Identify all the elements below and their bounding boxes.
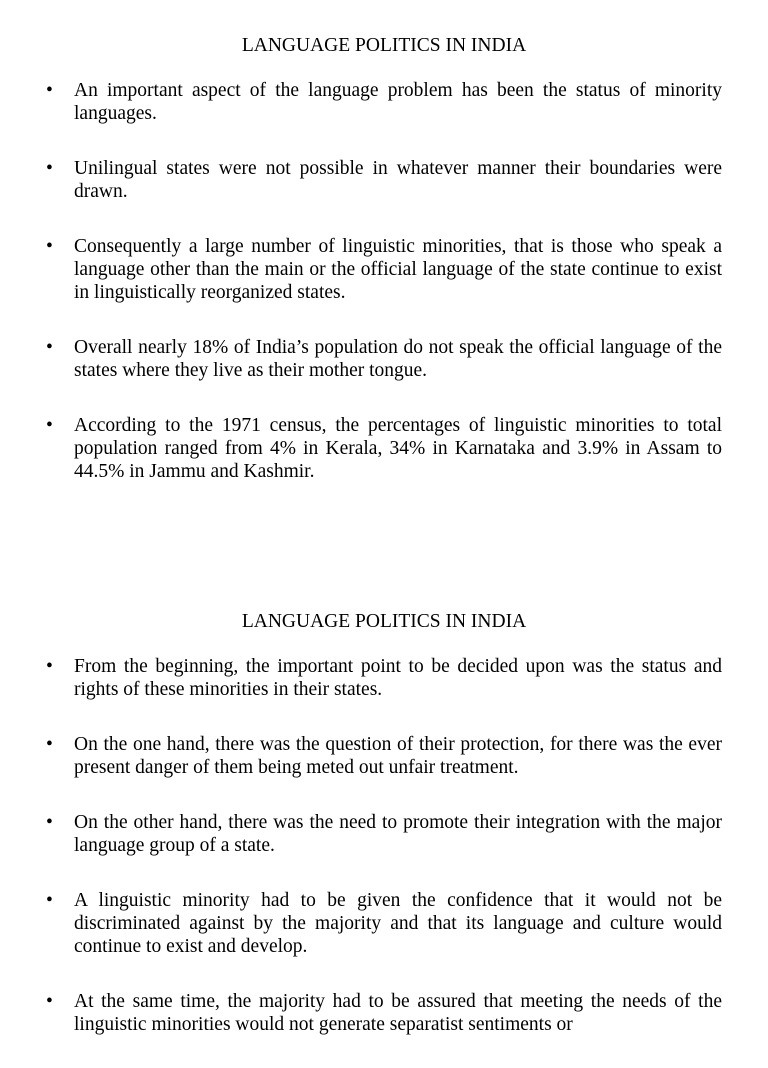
bullet-icon: • [46, 158, 53, 179]
bullet-text: Consequently a large number of linguistic minorities, that is those who speak a language other than the main or the official language of the state continue to exist in linguistically reorganized states. [74, 236, 722, 303]
bullet-list [0, 655, 768, 1036]
bullet-text: From the beginning, the important point to be decided upon was the status and rights of these minorities in their states. [74, 656, 722, 700]
bullet-icon: • [46, 80, 53, 101]
bullet-text: A linguistic minority had to be given the confidence that it would not be discriminated against by the majority and that its language and culture would continue to exist and develop. [74, 890, 722, 957]
bullet-list [0, 79, 768, 483]
bullet-item [0, 414, 768, 483]
bullet-text: On the one hand, there was the question of their protection, for there was the ever present danger of them being meted out unfair treatment. [74, 734, 722, 778]
bullet-text: Overall nearly 18% of India’s population do not speak the official language of the states where they live as their mother tongue. [74, 337, 722, 381]
bullet-text: Unilingual states were not possible in whatever manner their boundaries were drawn. [74, 158, 722, 202]
bullet-icon: • [46, 337, 53, 358]
bullet-item [0, 79, 768, 125]
bullet-item [0, 990, 768, 1036]
bullet-item [0, 811, 768, 857]
bullet-item [0, 157, 768, 203]
bullet-item [0, 336, 768, 382]
bullet-text: According to the 1971 census, the percentages of linguistic minorities to total population ranged from 4% in Kerala, 34% in Karnataka and 3.9% in Assam to 44.5% in Jammu and Kashmir. [74, 415, 722, 482]
bullet-icon: • [46, 236, 53, 257]
bullet-item [0, 235, 768, 304]
slide-1 [0, 34, 768, 515]
bullet-text: An important aspect of the language problem has been the status of minority languages. [74, 80, 722, 124]
bullet-item [0, 733, 768, 779]
bullet-item [0, 655, 768, 701]
slide-title: LANGUAGE POLITICS IN INDIA [241, 611, 527, 632]
slide-2 [0, 610, 768, 1068]
slide-title: LANGUAGE POLITICS IN INDIA [241, 35, 527, 56]
bullet-icon: • [46, 415, 53, 436]
bullet-item [0, 889, 768, 958]
bullet-icon: • [46, 812, 53, 833]
bullet-icon: • [46, 890, 53, 911]
bullet-icon: • [46, 734, 53, 755]
bullet-text: At the same time, the majority had to be assured that meeting the needs of the linguistic minorities would not generate separatist sentiments or [74, 991, 722, 1035]
bullet-icon: • [46, 991, 53, 1012]
bullet-icon: • [46, 656, 53, 677]
bullet-text: On the other hand, there was the need to promote their integration with the major language group of a state. [74, 812, 722, 856]
